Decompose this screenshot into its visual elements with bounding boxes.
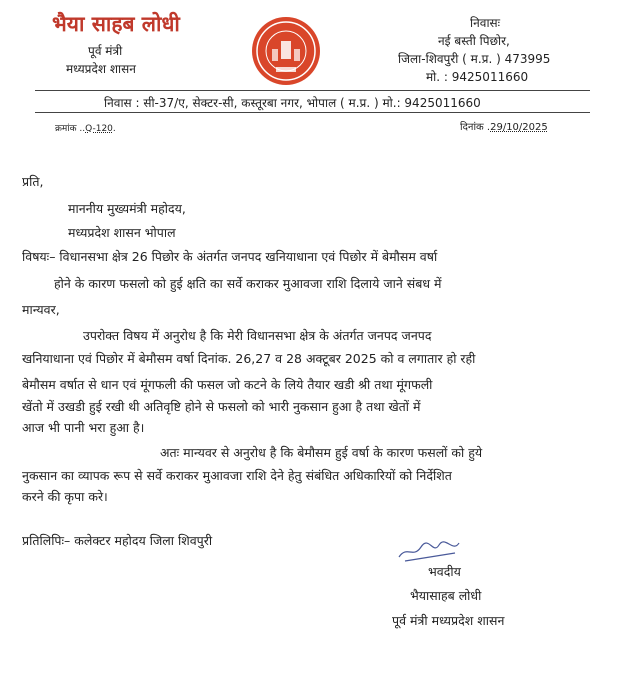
subject-line1: विषयः– विधानसभा क्षेत्र 26 पिछोर के अंतर्गत जनपद खनियाधाना एवं पिछोर में बेमौसम वर्षा [22,249,438,264]
date-label: दिनांक [460,122,484,133]
sender-designation: पूर्व मंत्री [88,44,123,58]
residence-mobile: मो. : 9425011660 [426,70,529,84]
ref-label: क्रमांक [55,124,77,134]
recipient-line2: मध्यप्रदेश शासन भोपाल [68,225,176,240]
signatory-name: भैयासाहब लोधी [410,588,482,603]
salutation: मान्यवर, [22,302,60,317]
sender-government: मध्यप्रदेश शासन [66,62,136,76]
header-divider-top [35,90,590,91]
copy-to: प्रतिलिपिः– कलेक्टर महोदय जिला शिवपुरी [22,533,213,548]
to-label: प्रति, [22,174,44,189]
para2-line: नुकसान का व्यापक रूप से सर्वे कराकर मुआवजा राशि देने हेतु संबंधित अधिकारियों को निर्देशित [22,468,452,483]
reference-number: क्रमांक ..Q-120. [55,124,116,134]
para1-line: आज भी पानी भरा हुआ है। [22,420,145,435]
residence-line2: जिला-शिवपुरी ( म.प्र. ) 473995 [398,52,551,66]
para2-line: करने की कृपा करे। [22,489,108,504]
state-emblem-icon [250,15,322,87]
signatory-title: पूर्व मंत्री मध्यप्रदेश शासन [392,613,505,628]
para1-line: खनियाधाना एवं पिछोर में बेमौसम वर्षा दिनांक. 26,27 व 28 अक्टूबर 2025 को व लगातार हो रही [22,351,476,366]
date-value: 29/10/2025 [490,122,548,133]
subject-line2: होने के कारण फसलो को हुई क्षति का सर्वे कराकर मुआवजा राशि दिलाये जाने संबध में [54,276,442,291]
para1-line: बेमौसम वर्षात से धान एवं मूंगफली की फसल जो कटने के लिये तैयार खडी श्री तथा मूंगफली [22,377,433,392]
closing: भवदीय [428,564,461,579]
recipient-line1: माननीय मुख्यमंत्री महोदय, [68,201,186,216]
header-divider-bottom [35,112,590,113]
sender-name: भैया साहब लोधी [52,12,180,36]
para1-line: उपरोक्त विषय में अनुरोध है कि मेरी विधानसभा क्षेत्र के अंतर्गत जनपद जनपद [83,328,432,343]
residence-label: निवासः [470,16,501,30]
letter-date: दिनांक .29/10/2025 [460,122,548,133]
residence-line1: नई बस्ती पिछोर, [438,34,510,48]
para1-line: खेंतो में उखडी हुई रखी थी अतिवृष्टि होने से फसलो को भारी नुकसान हुआ है तथा खेतों में [22,399,421,414]
ref-value: Q-120 [85,124,113,134]
signature-icon [395,535,475,565]
bhopal-address: निवास : सी-37/ए, सेक्टर-सी, कस्तूरबा नगर, भोपाल ( म.प्र. ) मो.: 9425011660 [104,96,481,110]
para2-line: अतः मान्यवर से अनुरोध है कि बेमौसम हुई वर्षा के कारण फसलों को हुये [160,445,483,460]
